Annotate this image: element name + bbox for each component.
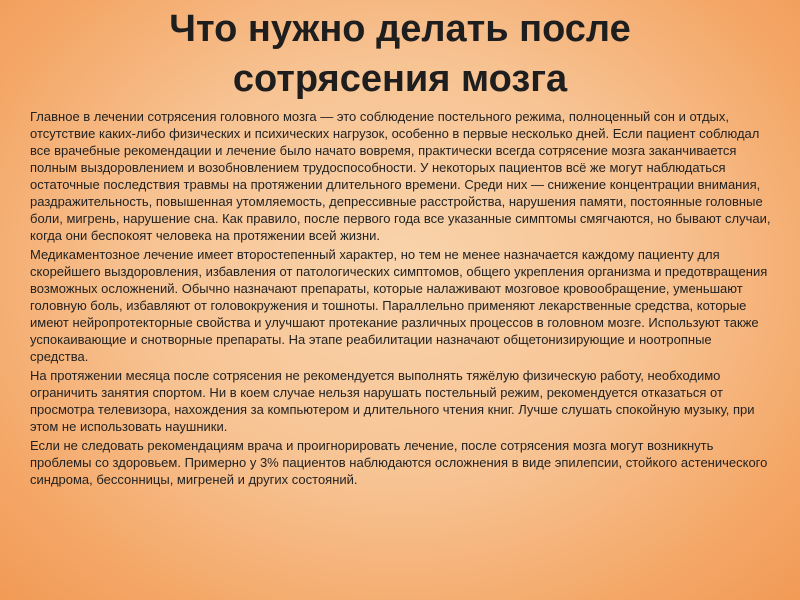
slide-title: Что нужно делать после сотрясения мозга (169, 8, 631, 100)
slide-body (30, 108, 772, 490)
paragraph-1: Главное в лечении сотрясения головного мозга — это соблюдение постельного режима, полноценный сон и отдых, отсутствие каких-либо физических и психических нагрузок, особенно в первые несколько дней. Если пациент соблюдал все врачебные рекомендации и лечение было начато вовремя, практически всегда сотрясение мозга заканчивается полным выздоровлением и возобновлением трудоспособности. У некоторых пациентов всё же могут наблюдаться остаточные последствия травмы на протяжении длительного времени. Среди них — снижение концентрации внимания, раздражительность, повышенная утомляемость, депрессивные расстройства, нарушения памяти, постоянные головные боли, мигрень, нарушение сна. Как правило, после первого года все указанные симптомы смягчаются, но бывают случаи, когда они беспокоят человека на протяжении всей жизни. (30, 109, 771, 243)
paragraph-4: Если не следовать рекомендациям врача и проигнорировать лечение, после сотрясения мозга могут возникнуть проблемы со здоровьем. Примерно у 3% пациентов наблюдаются осложнения в виде эпилепсии, стойкого астенического синдрома, бессонницы, мигреней и других состояний. (30, 438, 768, 487)
paragraph-3: На протяжении месяца после сотрясения не рекомендуется выполнять тяжёлую физическую работу, необходимо ограничить занятия спортом. Ни в коем случае нельзя нарушать постельный режим, рекомендуется отказаться от просмотра телевизора, нахождения за компьютером и длительного чтения книг. Лучше слушать спокойную музыку, при этом не использовать наушники. (30, 368, 755, 434)
paragraph-2: Медикаментозное лечение имеет второстепенный характер, но тем не менее назначается каждому пациенту для скорейшего выздоровления, избавления от патологических симптомов, общего укрепления организма и предотвращения возможных осложнений. Обычно назначают препараты, которые налаживают мозговое кровообращение, уменьшают головную боль, избавляют от головокружения и тошноты. Параллельно применяют лекарственные средства, которые имеют нейропротекторные свойства и улучшают протекание различных процессов в головном мозге. Используют также успокаивающие и снотворные препараты. На этапе реабилитации назначают общетонизирующие и ноотропные средства. (30, 247, 768, 364)
